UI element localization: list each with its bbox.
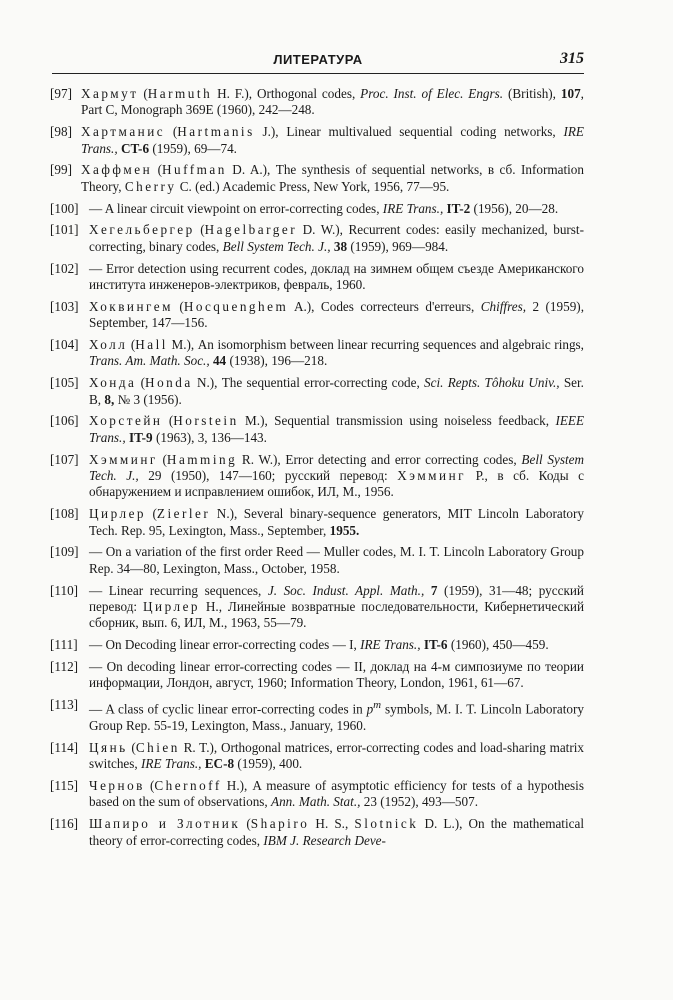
reference-author-original: Chernoff [154,778,222,794]
running-header [52,50,584,72]
reference-volume: IT-2 [446,200,471,216]
reference-number: [101] [50,222,79,238]
reference-text: (1938), 196—218. [226,353,328,369]
reference-text: Р., в сб. Коды с обнаружением и исправлением ошибок, ИЛ, М., 1956. [89,468,584,500]
reference-volume: 107 [560,86,581,101]
reference-volume: 38 [333,238,348,254]
reference-number: [104] [50,337,79,353]
reference-volume: CT-6 [120,140,150,156]
reference-item: [106] Хорстейн (Horstein M.), Sequential transmission using noiseless feedback, IEEE Trans., IT-9 (1963), 3, 136—143. [50,413,584,445]
reference-author-original: Hamming [166,451,238,467]
reference-number: [102] [50,260,79,276]
reference-text: (1963), 3, 136—143. [152,429,267,445]
reference-number: [115] [50,778,79,794]
reference-journal: IBM J. Research Deve- [263,832,386,848]
reference-volume: 7 [430,582,438,598]
reference-author-original-2: Slotnick [354,816,419,832]
reference-text: (1956), 20—28. [470,200,559,216]
reference-number: [100] [50,200,79,216]
reference-item: [114] Цянь (Chien R. T.), Orthogonal matrices, error-correcting codes and load-sharing matrix switches, IRE Trans., EC-8 (1959), 400. [50,739,584,772]
reference-authors: Хонда [89,375,137,391]
reference-text: — Error detection using recurrent codes, доклад на зимнем общем съезде Американского института инженеров-электриков, февраль, 1960. [89,260,584,293]
reference-number: [103] [50,298,79,314]
reference-number: [109] [50,544,79,560]
header-rule [52,73,584,74]
reference-journal: Bell System Tech. J., [89,451,584,484]
reference-number: [108] [50,506,79,522]
reference-text: (1960), 450—459. [447,637,549,653]
reference-text: Ser. B, [89,375,584,407]
reference-authors: Хаффмен [81,162,153,178]
reference-text: — A class of cyclic linear error-correcting codes in [89,701,367,717]
header-title: ЛИТЕРАТУРА [273,52,363,67]
reference-authors: Чернов [89,778,145,794]
reference-journal: Sci. Repts. Tôhoku Univ., [424,375,560,391]
reference-item [50,637,584,653]
reference-year: 1955. [329,522,360,538]
reference-journal: Chiffres, [480,298,527,314]
reference-text: (1959), 969—984. [347,238,449,254]
reference-author-original: Harmuth [147,86,213,101]
reference-text: Н., Линейные возвратные последовательности, Кибернетический сборник, вып. 6, ИЛ, М., 1963, 55—79. [89,599,584,631]
reference-journal: Proc. Inst. of Elec. Engrs. [360,86,504,101]
reference-text: 2 (1959), September, 147—156. [89,298,584,331]
reference-author-original: Horstein [173,413,239,429]
reference-text: H. S., [309,816,355,832]
reference-item: [116] Шапиро и Злотник (Shapiro H. S., Slotnick D. L.), On the mathematical theory of error-correcting codes, IBM J. Research Deve- [50,816,585,848]
reference-number: [98] [50,124,72,140]
reference-number: [114] [50,739,79,755]
reference-volume: 44 [212,353,227,369]
reference-number: [113] [50,697,79,713]
reference-item: [103] Хоквингем (Hocquenghem A.), Codes correcteurs d'erreurs, Chiffres, 2 (1959), September, 147—156. [50,298,584,331]
reference-authors: Хоквингем [89,298,173,314]
reference-authors: Хегельбергер [89,222,195,238]
reference-author-original: Chien [135,739,180,755]
reference-authors: Хорстейн [89,413,163,429]
reference-text: A.), Codes correcteurs d'erreurs, [288,298,481,314]
reference-text: R. W.), Error detecting and error correcting codes, [237,451,522,467]
reference-number: [110] [50,582,79,598]
reference-journal: IRE Trans., [360,637,421,653]
reference-text: 29 (1950), 147—160; русский перевод: [138,468,398,484]
reference-text: J.), Linear multivalued sequential coding networks, [254,124,564,140]
reference-number: [99] [50,162,72,178]
reference-authors: Холл [89,337,128,353]
reference-author-original: Hall [135,337,168,353]
reference-text: N.), The sequential error-correcting code, [192,375,425,391]
reference-number: [112] [50,659,79,675]
reference-number: [97] [50,86,72,101]
reference-text: symbols, M. I. T. Lincoln Laboratory Group Rep. 55-19, Lexington, Mass., January, 1960. [89,701,584,734]
reference-author-original: Hagelbarger [204,222,298,238]
reference-author-original: Huffman [161,162,227,178]
reference-item: [105] Хонда (Honda N.), The sequential error-correcting code, Sci. Repts. Tôhoku Univ., Ser. B, 8, № 3 (1956). [50,375,584,407]
reference-text: M.), Sequential transmission using noiseless feedback, [238,413,556,429]
reference-volume: 8, [104,391,115,407]
reference-text: M.), An isomorphism between linear recurring sequences and algebraic rings, [167,337,584,353]
reference-number: [116] [50,816,79,832]
reference-author-original: Shapiro [250,816,310,832]
reference-text: (1959), 69—74. [149,140,237,156]
reference-volume: IT-9 [128,429,153,445]
reference-journal: IRE Trans., [81,124,584,156]
reference-text: — On Decoding linear error-correcting codes — I, [89,637,361,653]
reference-text: (1959), 400. [234,756,303,772]
reference-item: [108] Цирлер (Zierler N.), Several binary-sequence generators, MIT Lincoln Laboratory Tech. Rep. 95, Lexington, Mass., September, 1955. [50,506,584,538]
reference-item [50,261,584,294]
reference-text: № 3 (1956). [114,391,182,407]
reference-journal: J. Soc. Indust. Appl. Math., [267,582,425,598]
reference-author-original: Hartmanis [177,124,255,140]
reference-text: R. T.), Orthogonal matrices, error-correcting codes and load-sharing matrix switches, [89,739,584,772]
reference-item [50,697,584,734]
reference-journal: Trans. Am. Math. Soc., [89,353,210,369]
reference-authors: Хэмминг [89,451,158,467]
reference-text: N.), Several binary-sequence generators, MIT Lincoln Laboratory Tech. Rep. 95, Lexington, Mass., September, [89,506,584,538]
reference-text: C. (ed.) Academic Press, New York, 1956, 77—95. [176,178,450,194]
reference-text: — A linear circuit viewpoint on error-correcting codes, [89,200,383,216]
reference-authors: Цирлер [89,506,147,522]
reference-text: 23 (1952), 493—507. [360,794,479,810]
reference-item: [99] Хаффмен (Huffman D. A.), The synthesis of sequential networks, в сб. Information Theory, Cherry C. (ed.) Academic Press, New York, 1956, 77—95. [50,162,584,194]
reference-item [50,201,584,217]
reference-item: [98] Хартманис (Hartmanis J.), Linear multivalued sequential coding networks, IRE Trans., CT-6 (1959), 69—74. [50,124,584,156]
reference-text: H.), A measure of asymptotic efficiency for tests of a hypothesis based on the sum of observations, [89,778,584,810]
reference-number: [106] [50,413,79,429]
reference-item: [101] Хегельбергер (Hagelbarger D. W.), Recurrent codes: easily mechanized, burst-correcting, binary codes, Bell System Tech. J., 38 (1959), 969—984. [50,222,584,254]
reference-author-original: Hocquenghem [183,298,289,314]
reference-number: [107] [50,451,79,467]
reference-authors: Хартманис [81,124,166,140]
reference-translator: Хэмминг [397,468,467,484]
reference-item [50,583,584,632]
reference-text: (British), [503,86,561,101]
reference-superscript: m [373,699,382,712]
reference-item: [97] Хармут (Harmuth H. F.), Orthogonal codes, Proc. Inst. of Elec. Engrs. (British), 107, Part C, Monograph 369E (1960), 242—248. [50,86,584,118]
reference-text: , Part C, Monograph 369E (1960), 242—248. [81,86,584,118]
reference-translator: Цирлер [142,599,201,615]
reference-item: [107] Хэмминг (Hamming R. W.), Error detecting and error correcting codes, Bell System Tech. J., 29 (1950), 147—160; русский перевод: Хэмминг Р., в сб. Коды с обнаружением и исправлением ошибок, ИЛ, М., 1956. [50,451,584,500]
reference-journal: Ann. Math. Stat., [271,794,361,810]
reference-journal: Bell System Tech. J., [222,238,331,254]
reference-text: — Linear recurring sequences, [89,582,268,598]
reference-item [50,659,584,692]
reference-text: D. A.), The synthesis of sequential networks, в сб. Information Theory, [81,162,584,194]
reference-text: — On decoding linear error-correcting codes — II, доклад на 4-м симпозиуме по теории информации, Лондон, август, 1960; Information Theory, London, 1961, 61—67. [89,659,584,691]
page-number: 315 [560,50,584,67]
reference-volume: IT-6 [423,637,448,653]
reference-text: (1959), 31—48; русский перевод: [89,582,584,615]
reference-editor: Cherry [124,178,177,194]
reference-text: D. L.), On the mathematical theory of error-correcting codes, [89,816,585,848]
reference-authors: Шапиро и Злотник [89,816,241,832]
reference-journal: IRE Trans., [141,756,202,772]
reference-number: [111] [50,637,78,653]
reference-author-original: Honda [145,375,193,391]
reference-item [50,544,584,577]
reference-text: D. W.), Recurrent codes: easily mechanized, burst-correcting, binary codes, [89,222,584,254]
reference-text: — On a variation of the first order Reed — Muller codes, M. I. T. Lincoln Laboratory Group Rep. 34—80, Lexington, Mass., October, 1958. [89,544,584,576]
reference-item: [104] Холл (Hall M.), An isomorphism between linear recurring sequences and algebraic rings, Trans. Am. Math. Soc., 44 (1938), 196—218. [50,337,584,369]
reference-volume: EC-8 [204,756,235,772]
reference-symbol: p [366,701,374,717]
reference-journal: IEEE Trans., [89,413,584,445]
reference-number: [105] [50,375,79,391]
reference-item: [115] Чернов (Chernoff H.), A measure of asymptotic efficiency for tests of a hypothesis based on the sum of observations, Ann. Math. Stat., 23 (1952), 493—507. [50,778,584,810]
reference-authors: Цянь [89,739,128,755]
reference-author-original: Zierler [156,506,211,522]
reference-authors: Хармут [81,86,139,101]
reference-journal: IRE Trans., [382,200,444,216]
reference-list [50,86,584,854]
reference-text: H. F.), Orthogonal codes, [212,86,361,101]
